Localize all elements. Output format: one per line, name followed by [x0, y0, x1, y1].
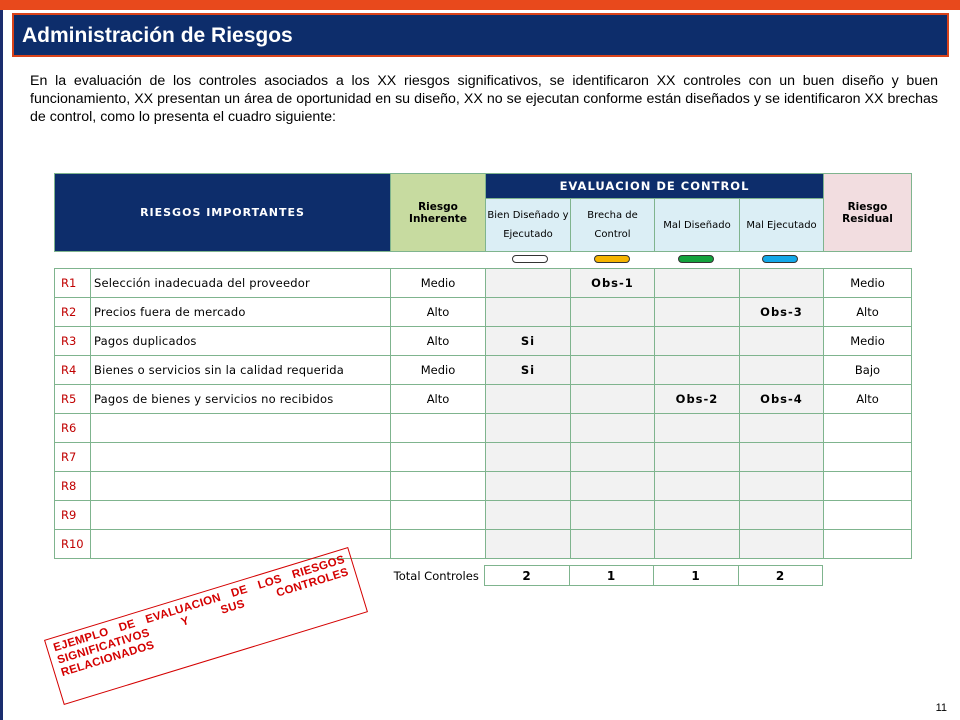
eval-mal-disenado: [655, 501, 740, 530]
page-title: Administración de Riesgos: [22, 24, 293, 47]
total-mal-disenado: 1: [653, 566, 738, 586]
residual-risk: Medio: [824, 269, 912, 298]
eval-mal-ejecutado: [740, 414, 824, 443]
eval-brecha-control: [571, 530, 655, 559]
residual-risk: Bajo: [824, 356, 912, 385]
inherent-risk: Alto: [391, 385, 486, 414]
eval-bien-disenado: [486, 501, 571, 530]
eval-mal-ejecutado: [740, 356, 824, 385]
eval-mal-disenado: [655, 269, 740, 298]
eval-brecha-control: [571, 356, 655, 385]
indicator-mal-disenado: [678, 255, 714, 263]
table-row: [55, 356, 912, 385]
eval-brecha-control: [571, 443, 655, 472]
top-accent-bar: [0, 0, 960, 10]
risk-id: R7: [55, 443, 91, 472]
residual-risk: Alto: [824, 385, 912, 414]
header-riesgos-importantes: RIESGOS IMPORTANTES: [55, 174, 391, 252]
eval-brecha-control: [571, 472, 655, 501]
table-row: [55, 414, 912, 443]
eval-mal-disenado: [655, 356, 740, 385]
header-mal-disenado: Mal Diseñado: [655, 199, 740, 252]
eval-mal-ejecutado: Obs-3: [740, 298, 824, 327]
inherent-risk: Alto: [391, 298, 486, 327]
header-mal-ejecutado: Mal Ejecutado: [740, 199, 824, 252]
residual-risk: [824, 530, 912, 559]
residual-risk: Medio: [824, 327, 912, 356]
eval-brecha-control: [571, 327, 655, 356]
risk-description: [91, 414, 391, 443]
eval-bien-disenado: Si: [486, 356, 571, 385]
eval-mal-ejecutado: [740, 501, 824, 530]
eval-mal-disenado: [655, 327, 740, 356]
table-row: [55, 472, 912, 501]
total-brecha-control: 1: [569, 566, 653, 586]
risk-id: R8: [55, 472, 91, 501]
eval-mal-disenado: [655, 443, 740, 472]
risk-id: R1: [55, 269, 91, 298]
eval-mal-disenado: [655, 298, 740, 327]
eval-bien-disenado: [486, 414, 571, 443]
eval-brecha-control: [571, 501, 655, 530]
header-brecha-control: Brecha de Control: [571, 199, 655, 252]
eval-bien-disenado: [486, 530, 571, 559]
eval-bien-disenado: Si: [486, 327, 571, 356]
table-row: [55, 530, 912, 559]
eval-brecha-control: [571, 385, 655, 414]
risk-id: R10: [55, 530, 91, 559]
risk-description: [91, 501, 391, 530]
inherent-risk: Medio: [391, 269, 486, 298]
eval-mal-disenado: [655, 530, 740, 559]
header-riesgo-residual: Riesgo Residual: [824, 174, 912, 252]
example-stamp: EJEMPLO DE EVALUACION DE LOS RIESGOS SIGNIFICATIVOS Y SUS CONTROLES RELACIONADOS: [44, 547, 368, 705]
risk-description: Bienes o servicios sin la calidad requerida: [91, 356, 391, 385]
inherent-risk: [391, 414, 486, 443]
table-row: [55, 443, 912, 472]
eval-mal-ejecutado: [740, 327, 824, 356]
eval-bien-disenado: [486, 385, 571, 414]
eval-bien-disenado: [486, 472, 571, 501]
risk-description: Precios fuera de mercado: [91, 298, 391, 327]
eval-mal-ejecutado: [740, 530, 824, 559]
inherent-risk: [391, 501, 486, 530]
total-bien-disenado: 2: [484, 566, 569, 586]
eval-mal-ejecutado: Obs-4: [740, 385, 824, 414]
eval-bien-disenado: [486, 443, 571, 472]
inherent-risk: [391, 443, 486, 472]
risk-description: [91, 472, 391, 501]
inherent-risk: Alto: [391, 327, 486, 356]
inherent-risk: [391, 530, 486, 559]
risk-description: Pagos de bienes y servicios no recibidos: [91, 385, 391, 414]
risk-description: Pagos duplicados: [91, 327, 391, 356]
residual-risk: [824, 501, 912, 530]
eval-mal-disenado: [655, 414, 740, 443]
header-bien-disenado: Bien Diseñado y Ejecutado: [486, 199, 571, 252]
intro-paragraph: En la evaluación de los controles asociados a los XX riesgos significativos, se identificaron XX controles con un buen diseño y buen funcionamiento, XX presentan un área de oportunidad en su diseño, XX no se ejecutan conforme están diseñados y se identificaron XX brechas de control, como lo presenta el cuadro siguiente:: [30, 73, 938, 125]
residual-risk: [824, 443, 912, 472]
risk-table: [54, 268, 912, 559]
table-row: [55, 501, 912, 530]
indicator-brecha-control: [594, 255, 630, 263]
table-row: [55, 385, 912, 414]
eval-mal-disenado: Obs-2: [655, 385, 740, 414]
indicator-bien-disenado: [512, 255, 548, 263]
indicator-mal-ejecutado: [762, 255, 798, 263]
table-row: [55, 327, 912, 356]
risk-id: R6: [55, 414, 91, 443]
risk-id: R5: [55, 385, 91, 414]
page-number: 11: [935, 702, 947, 714]
residual-risk: Alto: [824, 298, 912, 327]
totals-label: Total Controles: [393, 568, 479, 583]
total-mal-ejecutado: 2: [738, 566, 822, 586]
residual-risk: [824, 414, 912, 443]
eval-bien-disenado: [486, 298, 571, 327]
table-header: [54, 173, 912, 252]
header-evaluacion-control: EVALUACION DE CONTROL: [486, 174, 824, 199]
eval-bien-disenado: [486, 269, 571, 298]
risk-id: R2: [55, 298, 91, 327]
eval-brecha-control: [571, 298, 655, 327]
table-row: [55, 298, 912, 327]
risk-id: R4: [55, 356, 91, 385]
eval-mal-ejecutado: [740, 472, 824, 501]
risk-id: R3: [55, 327, 91, 356]
title-bar: [12, 13, 949, 57]
left-accent-line: [0, 10, 3, 720]
inherent-risk: Medio: [391, 356, 486, 385]
eval-brecha-control: Obs-1: [571, 269, 655, 298]
risk-description: Selección inadecuada del proveedor: [91, 269, 391, 298]
eval-mal-disenado: [655, 472, 740, 501]
eval-brecha-control: [571, 414, 655, 443]
totals-table: [389, 565, 823, 586]
residual-risk: [824, 472, 912, 501]
header-riesgo-inherente: Riesgo Inherente: [391, 174, 486, 252]
risk-id: R9: [55, 501, 91, 530]
risk-description: [91, 443, 391, 472]
eval-mal-ejecutado: [740, 269, 824, 298]
eval-mal-ejecutado: [740, 443, 824, 472]
inherent-risk: [391, 472, 486, 501]
table-row: [55, 269, 912, 298]
